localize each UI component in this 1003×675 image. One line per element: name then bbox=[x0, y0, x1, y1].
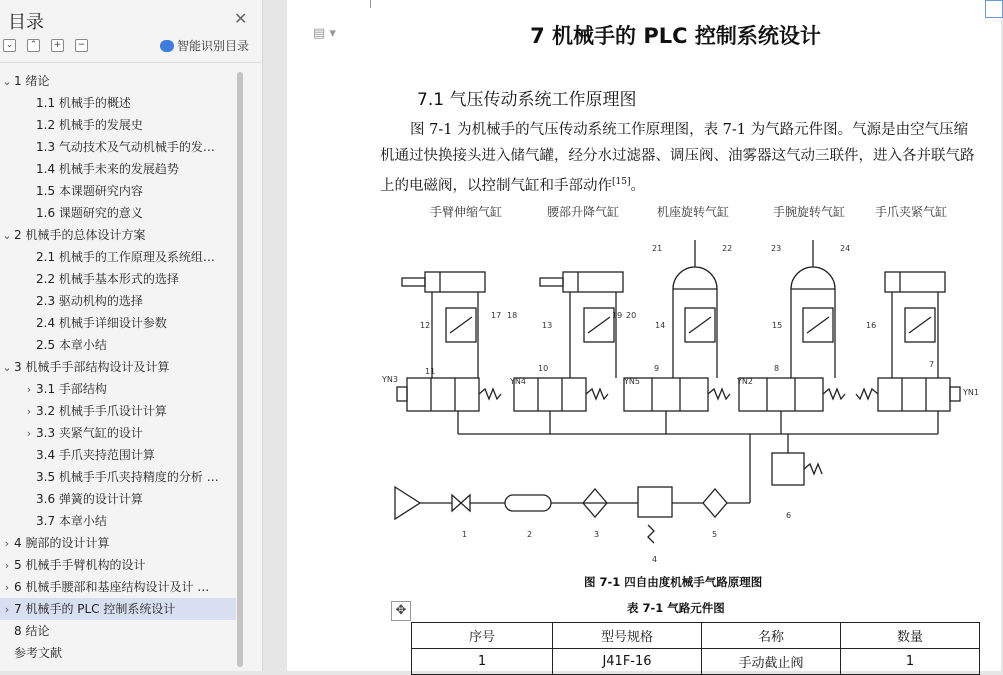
margin-mark bbox=[370, 0, 371, 8]
collapse-all-icon[interactable]: ⌄ bbox=[3, 39, 16, 52]
toc-item-label: 5 机械手手臂机构的设计 bbox=[14, 558, 146, 572]
svg-text:12: 12 bbox=[420, 321, 431, 330]
table-caption: 表 7-1 气路元件图 bbox=[627, 601, 725, 615]
toc-item-label: 1.2 机械手的发展史 bbox=[36, 118, 143, 132]
divider bbox=[0, 62, 262, 63]
svg-text:15: 15 bbox=[772, 321, 783, 330]
table-header: 型号规格 bbox=[553, 623, 702, 649]
toc-item-label: 1 绪论 bbox=[14, 74, 50, 88]
toc-item[interactable] bbox=[22, 378, 236, 400]
toc-item[interactable] bbox=[22, 114, 236, 136]
cylinder-label: 腰部升降气缸 bbox=[547, 205, 620, 219]
toc-item[interactable] bbox=[22, 136, 236, 158]
toc-item-label: 8 结论 bbox=[14, 624, 50, 638]
toc-item[interactable] bbox=[0, 224, 236, 246]
chevron-right-icon[interactable]: › bbox=[4, 603, 10, 616]
toc-item[interactable] bbox=[22, 334, 236, 356]
toc-item[interactable] bbox=[22, 510, 236, 532]
toc-item-label: 7 机械手的 PLC 控制系统设计 bbox=[14, 602, 176, 616]
toc-item[interactable] bbox=[22, 422, 236, 444]
svg-text:11: 11 bbox=[425, 367, 436, 376]
toc-item[interactable] bbox=[22, 488, 236, 510]
toc-sidebar bbox=[0, 0, 263, 671]
svg-text:YN4: YN4 bbox=[510, 377, 526, 386]
table-cell: 手动截止阀 bbox=[702, 649, 841, 675]
toc-item-label: 1.4 机械手未来的发展趋势 bbox=[36, 162, 179, 176]
chevron-right-icon[interactable]: › bbox=[4, 537, 10, 550]
toc-item-label: 2.2 机械手基本形式的选择 bbox=[36, 272, 179, 286]
sidebar-title: 目录 bbox=[8, 12, 44, 33]
table-cell: J41F-16 bbox=[553, 649, 702, 675]
toc-item[interactable] bbox=[0, 620, 236, 642]
svg-text:7: 7 bbox=[929, 360, 935, 369]
svg-text:17: 17 bbox=[491, 311, 502, 320]
toc-item-label: 1.6 课题研究的意义 bbox=[36, 206, 143, 220]
sidebar-scrollbar[interactable] bbox=[237, 72, 243, 667]
figure-caption: 图 7-1 四自由度机械手气路原理图 bbox=[584, 575, 763, 589]
toc-item-label: 3.2 机械手手爪设计计算 bbox=[36, 404, 167, 418]
toc-item-label: 4 腕部的设计计算 bbox=[14, 536, 110, 550]
toc-item[interactable] bbox=[22, 202, 236, 224]
toc-item[interactable] bbox=[22, 92, 236, 114]
toc-item-label: 3 机械手手部结构设计及计算 bbox=[14, 360, 170, 374]
table-header-row bbox=[412, 623, 980, 649]
table-header: 序号 bbox=[412, 623, 553, 649]
chevron-down-icon[interactable]: ⌄ bbox=[2, 75, 12, 88]
cylinder-label: 机座旋转气缸 bbox=[657, 205, 730, 219]
toc-item[interactable] bbox=[0, 554, 236, 576]
svg-text:20: 20 bbox=[626, 311, 637, 320]
smart-toc-label: 智能识别目录 bbox=[177, 39, 250, 53]
paragraph-text: 图 7-1 为机械手的气压传动系统工作原理图，表 7-1 为气路元件图。气源是由空气压缩机通过快换接头进入储气罐，经分水过滤器、调压阀、油雾器这气动三联件，进入各并联气路上的电磁阀，以控制气缸和手部动作 bbox=[380, 122, 975, 194]
toc-item[interactable] bbox=[0, 70, 236, 92]
citation[interactable]: [15] bbox=[612, 177, 631, 187]
toc-item[interactable] bbox=[22, 246, 236, 268]
toc-item-label: 参考文献 bbox=[14, 646, 63, 660]
toc-item-label: 2.1 机械手的工作原理及系统组… bbox=[36, 250, 215, 264]
toc-item-label: 3.1 手部结构 bbox=[36, 382, 107, 396]
toc-item[interactable] bbox=[22, 312, 236, 334]
toc-item[interactable] bbox=[22, 290, 236, 312]
svg-text:3: 3 bbox=[594, 530, 600, 539]
component-table bbox=[411, 622, 980, 675]
chevron-down-icon[interactable]: ⌄ bbox=[2, 361, 12, 374]
toc-item[interactable] bbox=[22, 444, 236, 466]
table-cell: 1 bbox=[841, 649, 980, 675]
expand-up-icon[interactable]: ⌃ bbox=[27, 39, 40, 52]
svg-text:16: 16 bbox=[866, 321, 877, 330]
svg-text:21: 21 bbox=[652, 244, 663, 253]
toc-item[interactable] bbox=[0, 598, 236, 620]
chevron-right-icon[interactable]: › bbox=[4, 581, 10, 594]
svg-text:18: 18 bbox=[507, 311, 518, 320]
paragraph-end: 。 bbox=[630, 177, 645, 194]
remove-icon[interactable]: − bbox=[75, 39, 88, 52]
move-handle-icon[interactable]: ✥ bbox=[391, 601, 411, 621]
svg-text:6: 6 bbox=[786, 511, 792, 520]
chevron-right-icon[interactable]: › bbox=[26, 405, 32, 418]
toc-item-label: 3.4 手爪夹持范围计算 bbox=[36, 448, 155, 462]
chapter-title: 7 机械手的 PLC 控制系统设计 bbox=[530, 24, 821, 48]
svg-text:24: 24 bbox=[840, 244, 851, 253]
chevron-down-icon[interactable]: ⌄ bbox=[2, 229, 12, 242]
toc-item-label: 2.5 本章小结 bbox=[36, 338, 107, 352]
toc-item-label: 1.5 本课题研究内容 bbox=[36, 184, 143, 198]
toc-item-label: 1.3 气动技术及气动机械手的发… bbox=[36, 140, 215, 154]
toc-item-label: 3.5 机械手手爪夹持精度的分析 … bbox=[36, 470, 219, 484]
table-header: 名称 bbox=[702, 623, 841, 649]
toc-item[interactable] bbox=[22, 180, 236, 202]
svg-text:2: 2 bbox=[527, 530, 533, 539]
toc-item[interactable] bbox=[22, 268, 236, 290]
toc-item[interactable] bbox=[0, 642, 236, 664]
toc-item-label: 3.3 夹紧气缸的设计 bbox=[36, 426, 143, 440]
body-paragraph bbox=[380, 117, 980, 199]
section-title: 7.1 气压传动系统工作原理图 bbox=[417, 90, 637, 110]
toc-item[interactable] bbox=[22, 158, 236, 180]
close-icon[interactable]: ✕ bbox=[234, 9, 248, 28]
document-menu-icon[interactable]: ▤ ▾ bbox=[313, 26, 336, 41]
svg-text:4: 4 bbox=[652, 555, 658, 564]
svg-text:10: 10 bbox=[538, 364, 549, 373]
cylinder-label: 手爪夹紧气缸 bbox=[875, 205, 948, 219]
svg-text:14: 14 bbox=[655, 321, 666, 330]
toc-item[interactable] bbox=[0, 576, 236, 598]
chevron-right-icon[interactable]: › bbox=[4, 559, 10, 572]
svg-text:19: 19 bbox=[612, 311, 623, 320]
svg-text:YN1: YN1 bbox=[963, 388, 979, 397]
cylinder-label: 手腕旋转气缸 bbox=[773, 205, 846, 219]
toc-item-label: 2.4 机械手详细设计参数 bbox=[36, 316, 167, 330]
svg-text:23: 23 bbox=[771, 244, 782, 253]
svg-text:1: 1 bbox=[462, 530, 468, 539]
toc-item-label: 2 机械手的总体设计方案 bbox=[14, 228, 146, 242]
svg-text:22: 22 bbox=[722, 244, 733, 253]
toc-item-label: 3.6 弹簧的设计计算 bbox=[36, 492, 143, 506]
add-icon[interactable]: + bbox=[51, 39, 64, 52]
svg-text:YN3: YN3 bbox=[382, 375, 398, 384]
side-tab-icon[interactable] bbox=[985, 0, 1003, 18]
toc-item[interactable] bbox=[0, 532, 236, 554]
chevron-right-icon[interactable]: › bbox=[26, 427, 32, 440]
svg-text:YN2: YN2 bbox=[737, 377, 753, 386]
svg-text:YN5: YN5 bbox=[624, 377, 640, 386]
toc-item-label: 3.7 本章小结 bbox=[36, 514, 107, 528]
table-cell: 1 bbox=[412, 649, 553, 675]
toc-item[interactable] bbox=[22, 466, 236, 488]
cylinder-label: 手臂伸缩气缸 bbox=[430, 205, 503, 219]
chevron-right-icon[interactable]: › bbox=[26, 383, 32, 396]
table-row bbox=[412, 649, 980, 675]
toc-item[interactable] bbox=[22, 400, 236, 422]
svg-text:5: 5 bbox=[712, 530, 718, 539]
table-header: 数量 bbox=[841, 623, 980, 649]
toc-item-label: 2.3 驱动机构的选择 bbox=[36, 294, 143, 308]
toc-item-label: 6 机械手腰部和基座结构设计及计 … bbox=[14, 580, 210, 594]
svg-text:9: 9 bbox=[654, 364, 660, 373]
svg-text:8: 8 bbox=[774, 364, 780, 373]
toc-item-label: 1.1 机械手的概述 bbox=[36, 96, 131, 110]
pneumatic-diagram bbox=[380, 225, 979, 570]
toc-item[interactable] bbox=[0, 356, 236, 378]
svg-text:13: 13 bbox=[542, 321, 553, 330]
